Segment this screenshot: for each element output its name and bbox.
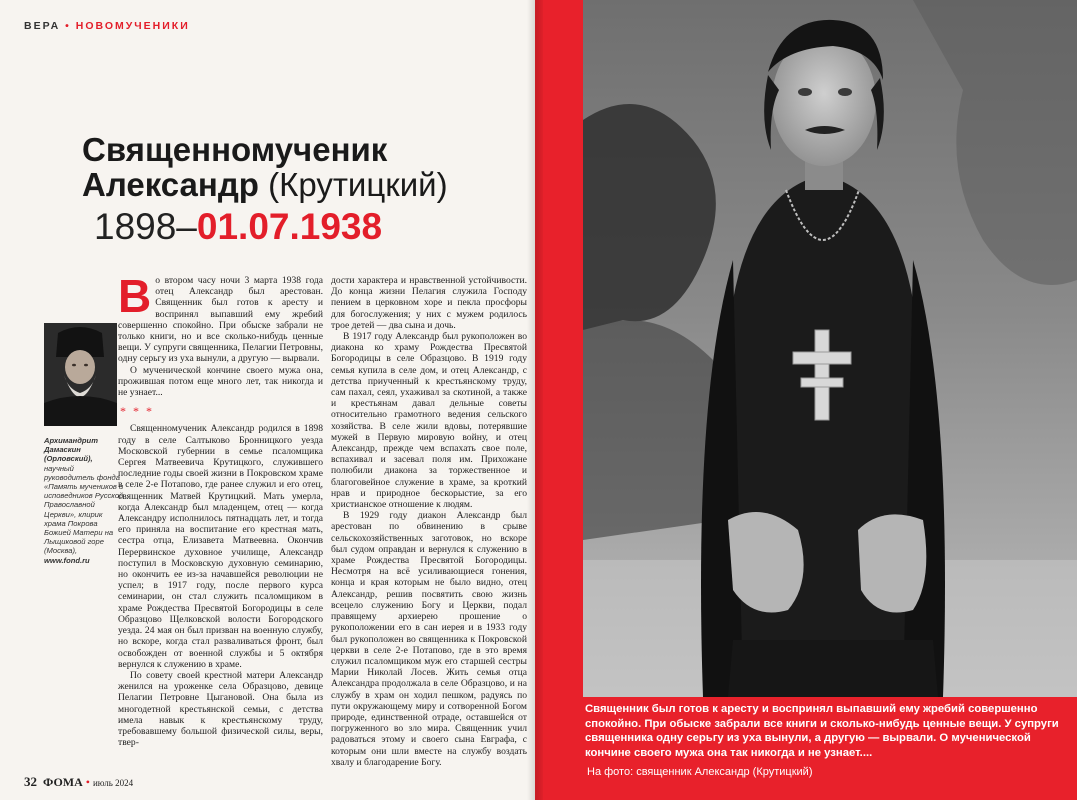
footer-separator: • <box>85 775 90 789</box>
body-paragraph: В 1929 году диакон Александр был арестован по обвинению в срыве сельскохозяйственных заготовок, но вскоре был судом оправдан и вернулся к служению в храме Рождества Пресвятой Богородицы. Несмотря на всё усиливающиеся гонения, конца и края которым не было видно, отец Александр, решив посвятить свою жизнь всецело служению Богу и Церкви, подал правящему архиерею прошение о рукоположении его в сан иерея и в 1933 году был рукоположен во священника к Покровской церкви в селе 2-е Потапово, где в это время служил псаломщиком муж его старшей сестры Марии Николай Лосев. Жить семья отца Александра продолжала в селе Образцово, и на службу в храм он ходил пешком, радуясь по пути окружающему миру и сотворенной Богом природе, единственной отраде, оставшейся от погруженного во зло мира. Священник учил радоваться этому и своего сына Евграфа, с которым они шли вместе на службу воздать хвалу и благодарение Богу. <box>331 510 527 768</box>
body-paragraph: Священномученик Александр родился в 1898 году в селе Салтыково Бронницкого уезда Московской губернии в семье псаломщика Сергея Матвеевича Крутицкого, служившего последние годы своей жизни в Покровском храме в селе 2-е Потапово, где ранее служил и его отец, священник Матвей Крутицкий. Мать умерла, когда Александр был младенцем, отец — когда Александру исполнилось пятнадцать лет, и тогда его приняла на воспитание его крестная мать, сестра отца, Елизавета Матвеевна. Окончив Перервинское духовное училище, Александр поступил в Московскую духовную семинарию, но окончить ее из-за начавшейся революции не успел; в 1917 году, после первого курса семинарии, он стал служить псаломщиком в храме Рождества Пресвятой Богородицы в селе Образцово Щелковской волости Богородского уезда. 24 мая он был призван на военную службу, но вскоре, когда стал разваливаться фронт, был освобожден от военной службы и 5 октября вернулся к служению в храме. <box>118 423 323 670</box>
page-number: 32 <box>24 774 37 789</box>
intro-paragraph <box>118 270 323 365</box>
magazine-name: ФОМА <box>43 775 83 789</box>
caption-url: www.fond.ru <box>44 555 90 565</box>
intro-text: о втором часу ночи 3 марта 1938 года отец Александр был арестован. Священник был готов к аресту и воспринял выпавший ему жребий совершенно спокойно. При обыске забрали не только книги, но и все сколько-нибудь ценные вещи. У супруги священника, Пелагии Петровны, одну серьгу из уха вынули, а другую — вырвали. <box>118 275 323 365</box>
title-name: Александр <box>82 166 259 203</box>
section-header <box>24 20 190 32</box>
issue-date: июль 2024 <box>92 778 134 788</box>
article-column-1 <box>118 270 323 760</box>
intro-paragraph-2: О мученической кончине своего мужа она, прожившая потом еще много лет, так никогда и не узнает... <box>118 364 323 399</box>
body-paragraph: По совету своей крестной матери Александр женился на уроженке села Образцово, девице Пелагии Петровне Цыгановой. Она была из многодетной крестьянской семьи, с детства имела навык к крестьянскому труду, требовавшему большой физической силы, веры, твер- <box>118 669 323 749</box>
drop-cap: В <box>118 270 152 322</box>
photo-caption: На фото: священник Александр (Крутицкий) <box>587 766 813 778</box>
author-portrait <box>44 323 117 426</box>
caption-author-name: Архимандрит Дамаскин (Орловский), <box>44 436 98 464</box>
title-line-1: Священномученик <box>82 131 388 168</box>
title-line-2 <box>82 167 448 202</box>
page-gutter <box>527 0 543 800</box>
left-page <box>0 0 535 800</box>
death-date: 01.07.1938 <box>196 206 383 247</box>
section-subrubric: НОВОМУЧЕНИКИ <box>75 20 190 32</box>
asterism-divider: * * * <box>120 404 154 419</box>
article-column-2 <box>331 275 527 768</box>
priest-photo <box>583 0 1077 697</box>
life-dates <box>94 206 382 248</box>
birth-year: 1898– <box>94 206 197 247</box>
right-page <box>535 0 1077 800</box>
body-paragraph: В 1917 году Александр был рукоположен во диакона ко храму Рождества Пресвятой Богородицы в селе Образцово. В 1919 году семья купила в селе дом, и отец Александр, с детства приученный к крестьянскому труду, сам пахал, сеял, ухаживал за скотиной, а также и крестьянам давал дельные советы относительно грамотного ведения сельского хозяйства. В селе жили вдовы, потерявшие мужей в Первую мировую войну, и отец Александр, прежде чем вспахать свое поле, вспахивал и засевал поля им. Прихожане полюбили диакона за торжественное и благоговейное служение в храме, за кроткий нрав и природное бескорыстие, за его христианское отношение к людям. <box>331 331 527 511</box>
section-rubric: ВЕРА <box>24 20 61 32</box>
photo-pull-quote: Священник был готов к аресту и воспринял выпавший ему жребий совершенно спокойно. При обыске забрали все книги и сколько-нибудь ценные вещи. У супруги священника одну серьгу из уха вынули, а другую — вырвали. О мученической кончине своего мужа она так никогда и не узнает.... <box>585 703 1059 759</box>
page-footer <box>24 774 133 790</box>
caption-author-role: научный руководитель фонда «Память мучеников и исповедников Русской Православной Церкви», клирик храма Покрова Божией Матери на Лыщиковой горе (Москва), <box>44 463 124 556</box>
portrait-caption <box>44 436 126 565</box>
title-surname: (Крутицкий) <box>268 166 448 203</box>
body-paragraph: дости характера и нравственной устойчивости. До конца жизни Пелагия служила Господу пением в церковном хоре и пекла просфоры для богослужения; у них с мужем родилось трое детей — два сына и дочь. <box>331 275 527 331</box>
section-separator: • <box>65 20 71 32</box>
article-title <box>82 132 448 202</box>
